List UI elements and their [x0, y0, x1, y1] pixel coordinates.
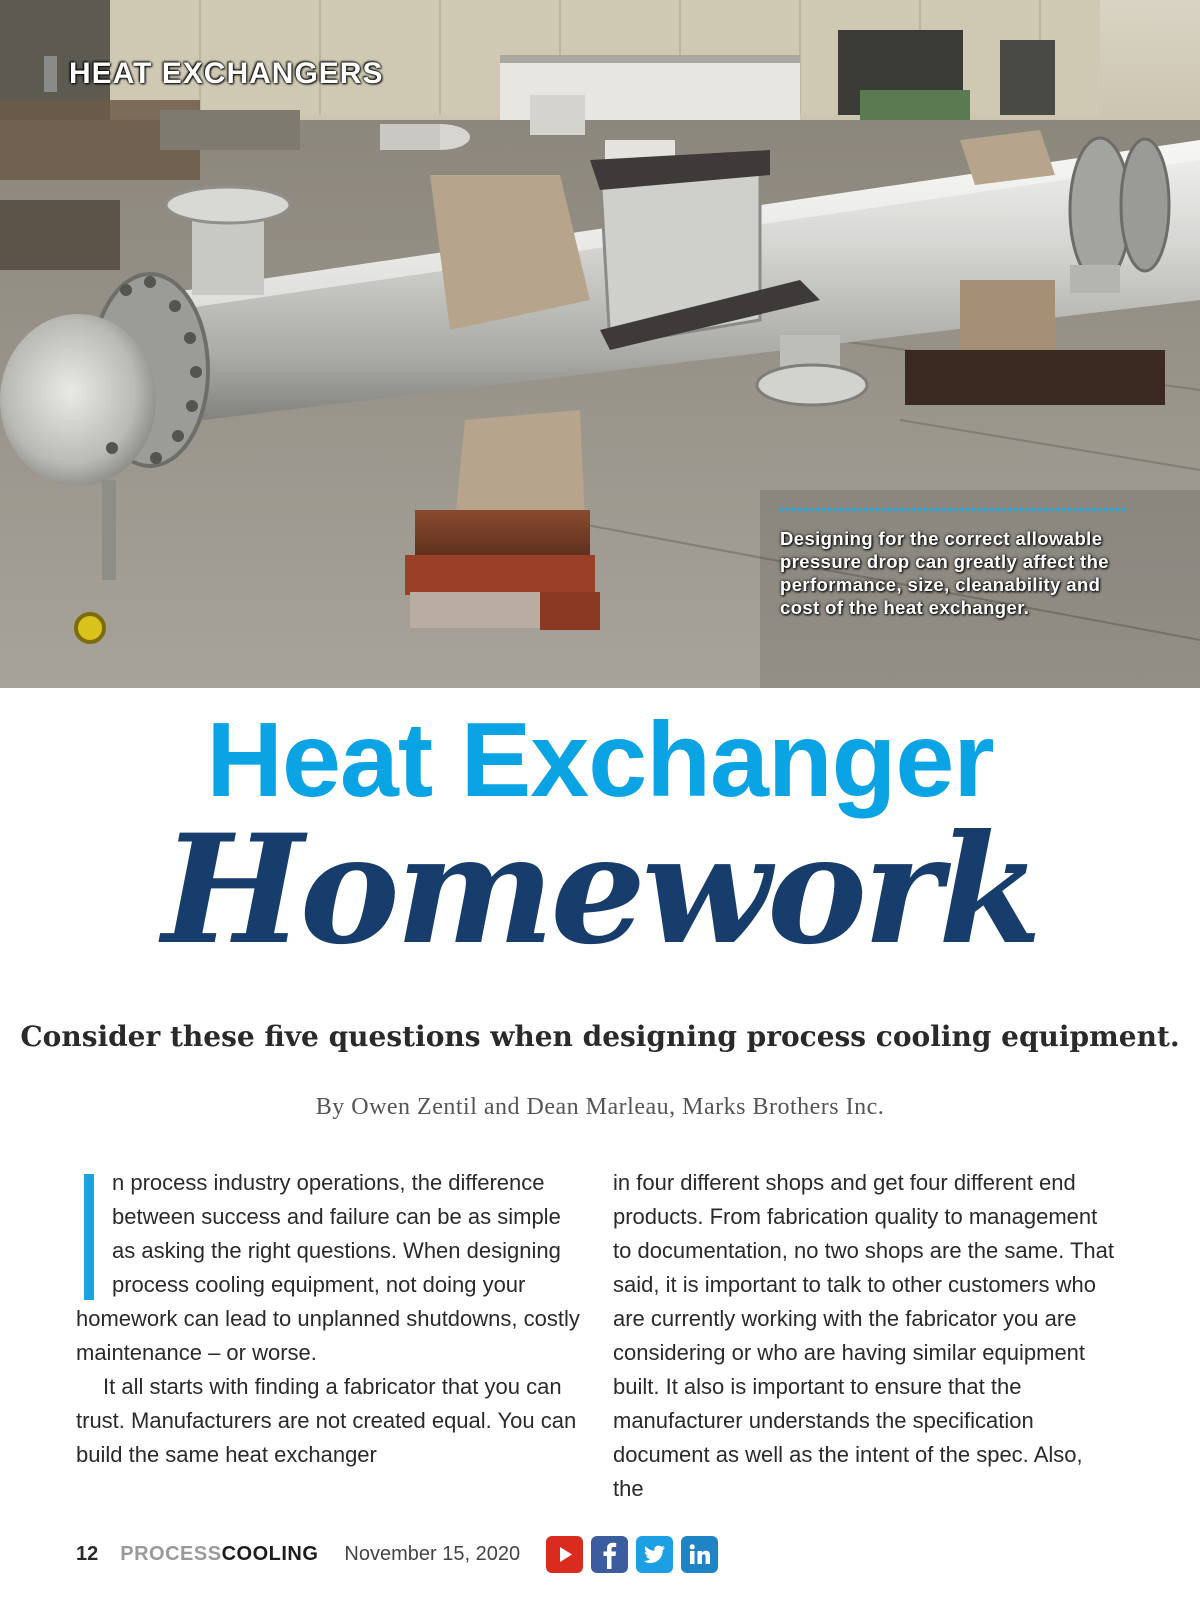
section-tag-bar [44, 56, 57, 92]
body-paragraph-3: in four different shops and get four different end products. From fabrication quality to management to documentation, no two shops are the same. That said, it is important to talk to other customers who are currently working with the fabricator you are considering or who are having similar equipment built. It also is important to ensure that the manufacturer understands the specification document as well as the intent of the spec. Also, the [613, 1170, 1115, 1501]
drop-cap [84, 1174, 94, 1300]
paragraph-1-text: n process industry operations, the difference between success and failure can be as simple as asking the right questions. When designing process cooling equipment, not doing your homework can lead to unplanned shutdowns, costly maintenance – or worse. [76, 1170, 580, 1365]
article-byline: By Owen Zentil and Dean Marleau, Marks Brothers Inc. [315, 1094, 885, 1120]
body-column-right [613, 1166, 1118, 1506]
section-tag-label: HEAT EXCHANGERS [69, 57, 384, 90]
magazine-name [120, 1543, 318, 1566]
body-paragraph-2: It all starts with finding a fabricator that you can trust. Manufacturers are not created equal. You can build the same heat exchanger [76, 1374, 577, 1467]
section-tag [44, 56, 383, 92]
linkedin-icon[interactable] [681, 1536, 718, 1573]
twitter-icon[interactable] [636, 1536, 673, 1573]
article-subtitle: Consider these five questions when designing process cooling equipment. [20, 1020, 1180, 1053]
issue-date: November 15, 2020 [344, 1542, 521, 1565]
article-title: Heat Exchanger [206, 701, 994, 819]
page-footer [76, 1534, 726, 1574]
article-title-script: Homework [161, 802, 1039, 978]
facebook-icon[interactable] [591, 1536, 628, 1573]
youtube-icon[interactable] [546, 1536, 583, 1573]
photo-caption: Designing for the correct allowable pressure drop can greatly affect the performance, size, cleanability and cost of the heat exchanger. [780, 508, 1125, 619]
body-column-left [76, 1166, 581, 1472]
hero-photo [0, 0, 1200, 688]
magazine-name-part1: PROCESS [120, 1542, 222, 1565]
body-paragraph-1 [76, 1166, 581, 1370]
magazine-name-part2: COOLING [221, 1542, 319, 1565]
page-number: 12 [76, 1542, 99, 1565]
